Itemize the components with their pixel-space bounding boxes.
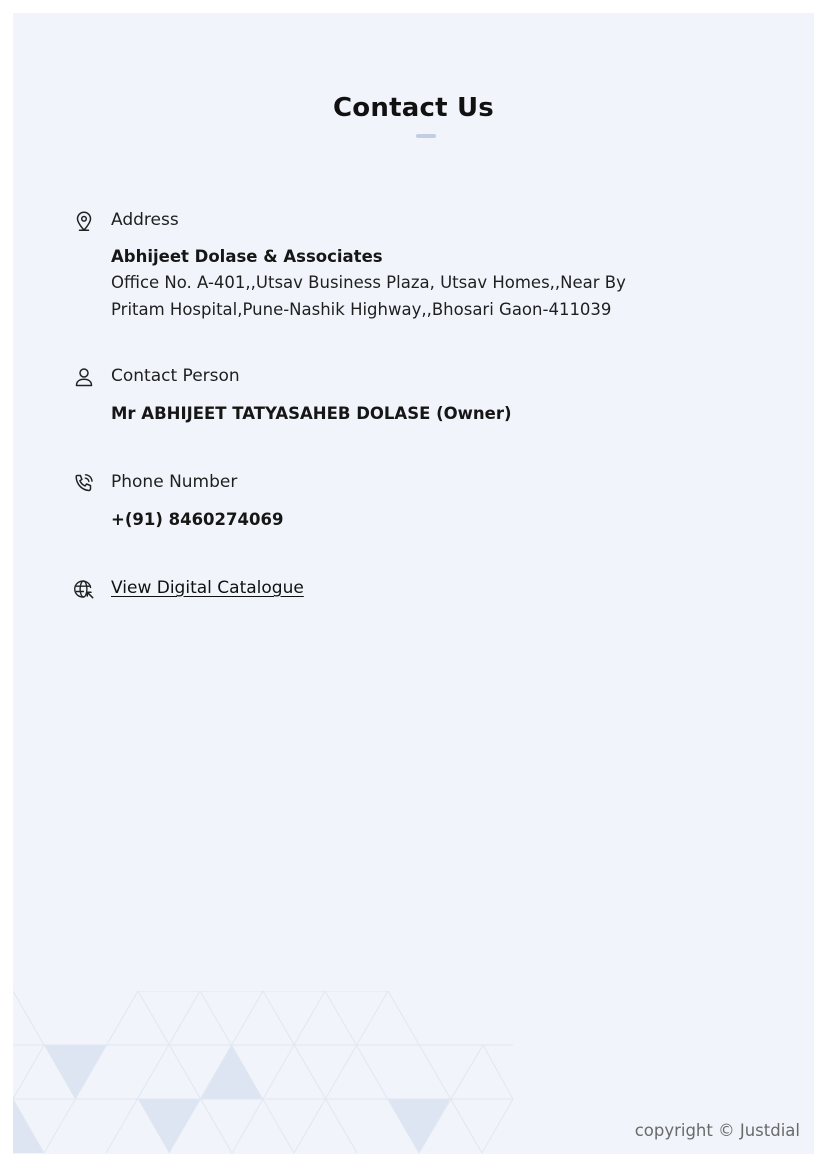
address-line-1: Office No. A-401,,Utsav Business Plaza, Utsav Homes,,Near By xyxy=(111,273,626,292)
decorative-triangle-pattern xyxy=(13,991,523,1154)
phone-section xyxy=(73,472,693,532)
address-line-2: Pritam Hospital,Pune-Nashik Highway,,Bhosari Gaon-411039 xyxy=(111,300,612,319)
contact-person-name: Mr ABHIJEET TATYASAHEB DOLASE (Owner) xyxy=(111,404,512,423)
company-name: Abhijeet Dolase & Associates xyxy=(111,247,383,266)
user-icon xyxy=(73,366,95,388)
page-title: Contact Us xyxy=(333,93,494,123)
address-section xyxy=(73,210,693,330)
contact-page xyxy=(13,13,814,1154)
title-underline xyxy=(416,134,436,138)
globe-link-icon xyxy=(73,578,95,600)
view-digital-catalogue-link[interactable]: View Digital Catalogue xyxy=(111,578,304,598)
copyright-text: copyright © Justdial xyxy=(634,1121,800,1140)
location-pin-icon xyxy=(73,210,95,232)
contact-person-section xyxy=(73,366,693,426)
phone-label: Phone Number xyxy=(111,472,238,492)
address-label: Address xyxy=(111,210,179,230)
phone-number[interactable]: +(91) 8460274069 xyxy=(111,510,284,529)
phone-icon xyxy=(73,472,95,494)
address-text xyxy=(111,269,631,323)
catalogue-section xyxy=(73,578,693,608)
contact-person-label: Contact Person xyxy=(111,366,240,386)
